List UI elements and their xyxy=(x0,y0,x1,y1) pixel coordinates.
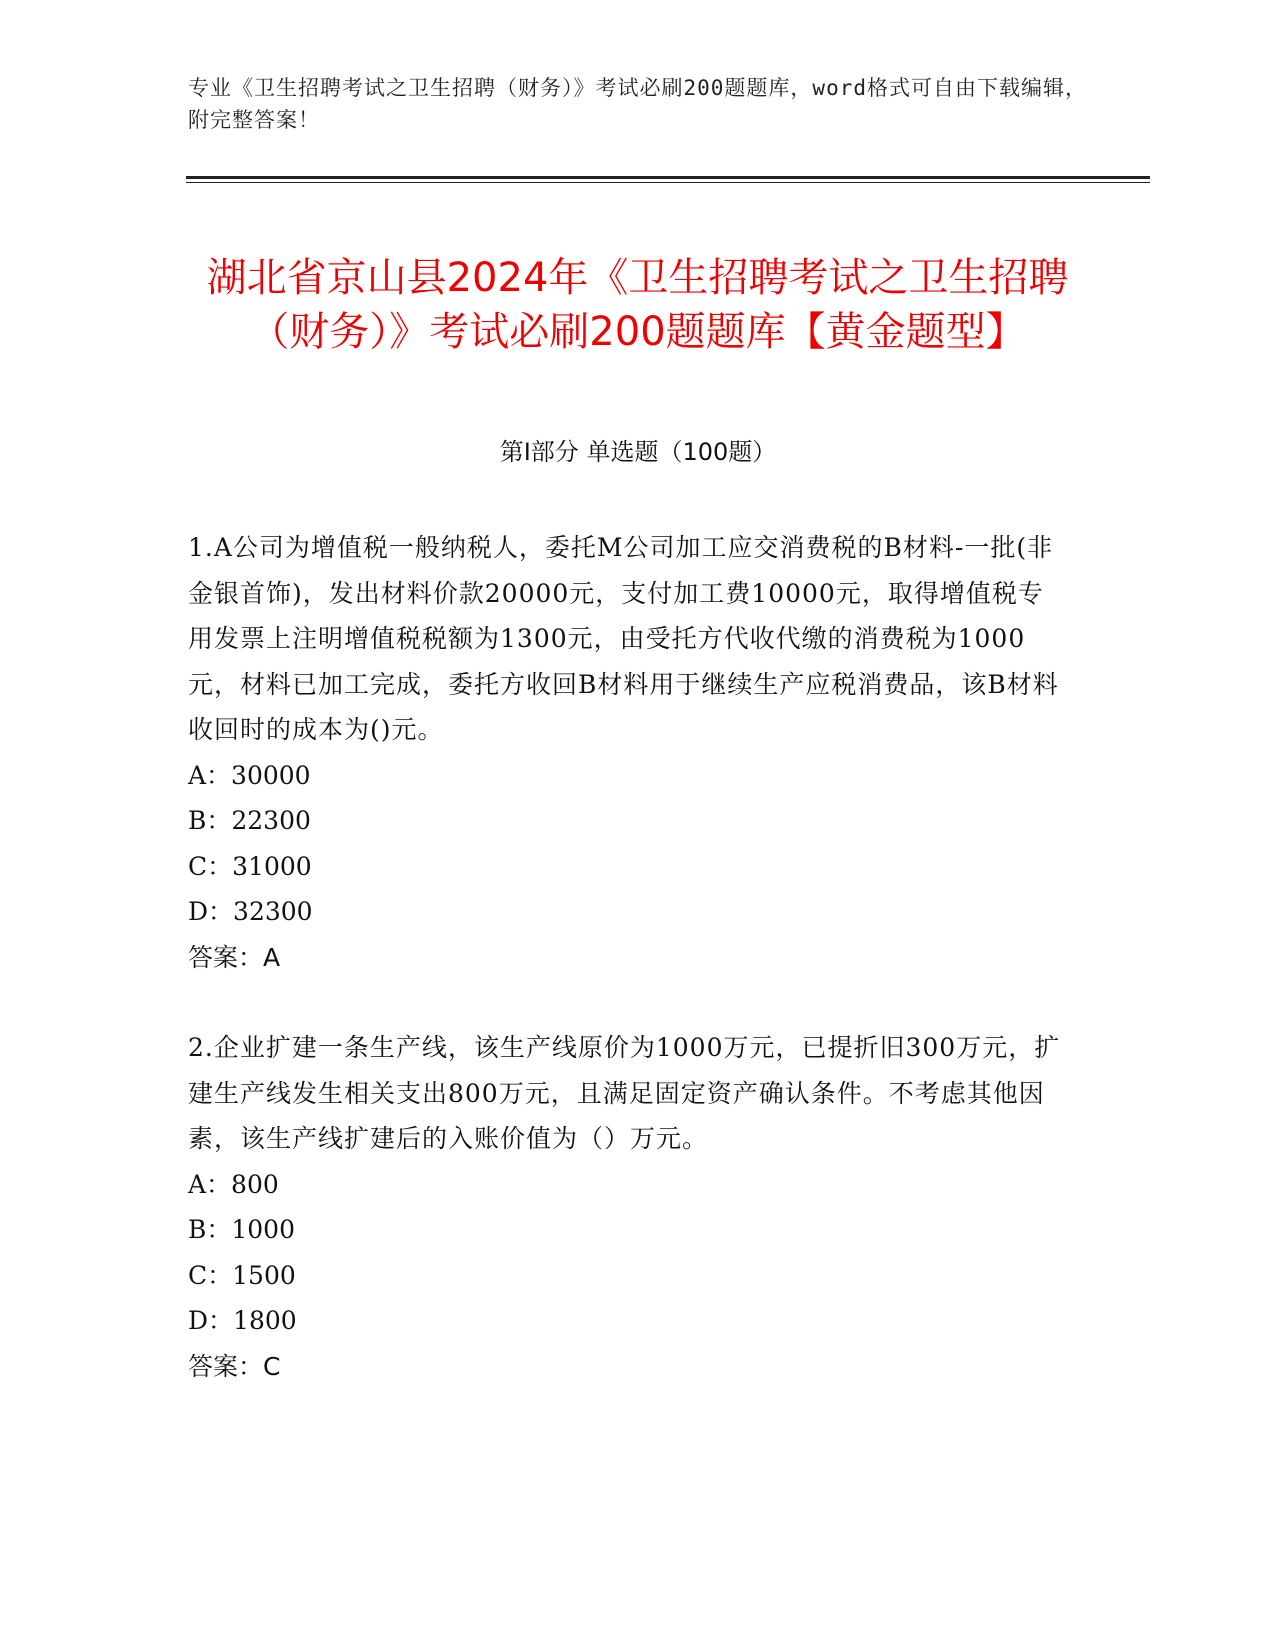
option-d: D：1800 xyxy=(188,1306,297,1335)
option-b: B：1000 xyxy=(188,1215,295,1244)
question-2 xyxy=(188,1025,1068,1389)
header-note: 专业《卫生招聘考试之卫生招聘（财务）》考试必刷200题题库，word格式可自由下载编辑，附完整答案！ xyxy=(188,76,1087,132)
option-a: A：800 xyxy=(188,1169,279,1199)
question-stem: 2.企业扩建一条生产线，该生产线原价为1000万元，已提折旧300万元，扩建生产线发生相关支出800万元，且满足固定资产确认条件。不考虑其他因素，该生产线扩建后的入账价值为（）万元。 xyxy=(188,1033,1061,1153)
question-stem: 1.A公司为增值税一般纳税人，委托M公司加工应交消费税的B材料-一批(非金银首饰)，发出材料价款20000元，支付加工费10000元，取得增值税专用发票上注明增值税税额为1300元，由受托方代收代缴的消费税为1000元，材料已加工完成，委托方收回B材料用于继续生产应税消费品，该B材料收回时的成本为()元。 xyxy=(188,533,1059,744)
answer: 答案：C xyxy=(188,1351,281,1381)
answer: 答案：A xyxy=(188,942,281,972)
question-1 xyxy=(188,525,1068,980)
document-title: 湖北省京山县2024年《卫生招聘考试之卫生招聘（财务）》考试必刷200题题库【黄金题型】 xyxy=(206,254,1069,355)
header-divider-thin xyxy=(186,182,1150,183)
section-title: 第Ⅰ部分 单选题（100题） xyxy=(499,438,777,466)
header-divider xyxy=(186,176,1150,179)
option-b: B：22300 xyxy=(188,806,311,835)
option-a: A：30000 xyxy=(188,760,311,790)
option-d: D：32300 xyxy=(188,897,313,926)
option-c: C：1500 xyxy=(188,1260,296,1290)
option-c: C：31000 xyxy=(188,851,312,881)
